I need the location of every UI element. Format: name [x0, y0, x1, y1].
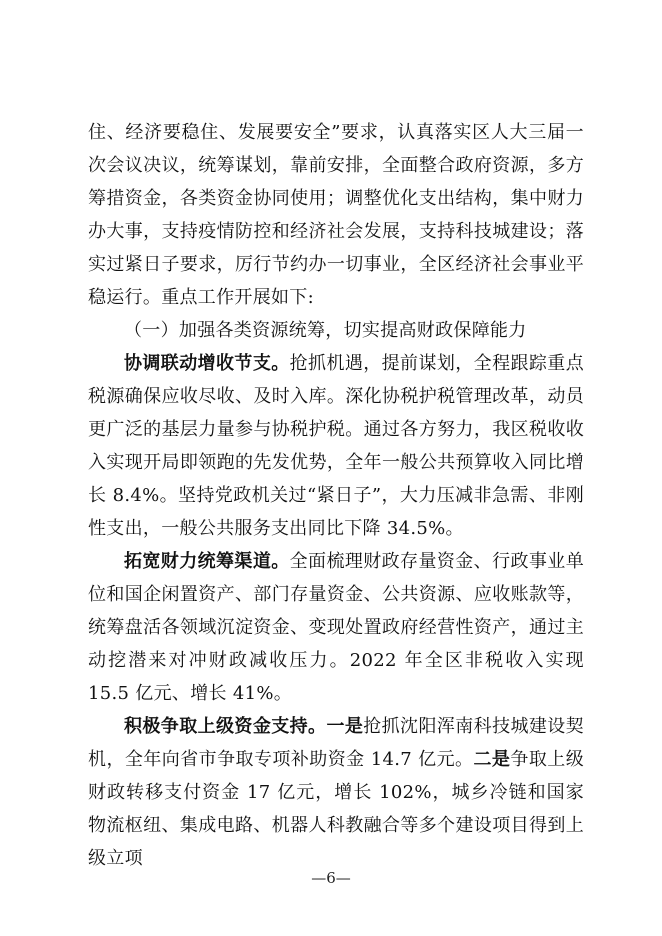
paragraph-revenue-lead: 协调联动增收节支。: [124, 353, 290, 374]
paragraph-revenue-text: 抢抓机遇，提前谋划，全程跟踪重点税源确保应收尽收、及时入库。深化协税护税管理改革，动员更广泛的基层力量参与协税护税。通过各方努力，我区税收收入实现开局即领跑的先发优势，全年一般公共预算收入同比增长 8.4%。坚持党政机关过“紧日子”，大力压减非急需、非刚性支出，一般公共服务支出同比下降 34.5%。: [88, 353, 584, 539]
second-point-text: 争取上级财政转移支付资金 17 亿元，增长 102%，城乡冷链和国家物流枢纽、集成电路、机器人科教融合等多个建设项目得到上级立项: [88, 749, 584, 869]
paragraph-superior-funds-lead: 积极争取上级资金支持。: [124, 716, 327, 737]
first-point-text: 抢抓沈阳浑南科技城建设契机，全年向省市争取专项补助资金 14.7 亿元。: [88, 716, 584, 770]
document-body: [88, 116, 584, 875]
paragraph-funding-channels: [88, 545, 584, 710]
paragraph-intro: [88, 116, 584, 314]
section-heading-text: （一）加强各类资源统筹，切实提高财政保障能力: [124, 320, 527, 341]
paragraph-intro-text: 住、经济要稳住、发展要安全”要求，认真落实区人大三届一次会议决议，统筹谋划，靠前安排，全面整合政府资源，多方筹措资金，各类资金协同使用；调整优化支出结构，集中财力办大事，支持疫情防控和经济社会发展，支持科技城建设；落实过紧日子要求，厉行节约办一切事业，全区经济社会事业平稳运行。重点工作开展如下:: [88, 122, 584, 308]
page-number: —6—: [311, 869, 351, 887]
first-point-label: 一是: [326, 716, 364, 737]
paragraph-funding-channels-text: 全面梳理财政存量资金、行政事业单位和国企闲置资产、部门存量资金、公共资源、应收账款等，统筹盘活各领域沉淀资金、变现处置政府经营性资产，通过主动挖潜来对冲财政减收压力。2022 年全区非税收入实现 15.5 亿元、增长 41%。: [88, 551, 584, 704]
paragraph-revenue: [88, 347, 584, 545]
paragraph-funding-channels-lead: 拓宽财力统筹渠道。: [124, 551, 290, 572]
paragraph-superior-funds: [88, 710, 584, 875]
section-heading: [88, 314, 584, 347]
second-point-label: 二是: [473, 749, 511, 770]
